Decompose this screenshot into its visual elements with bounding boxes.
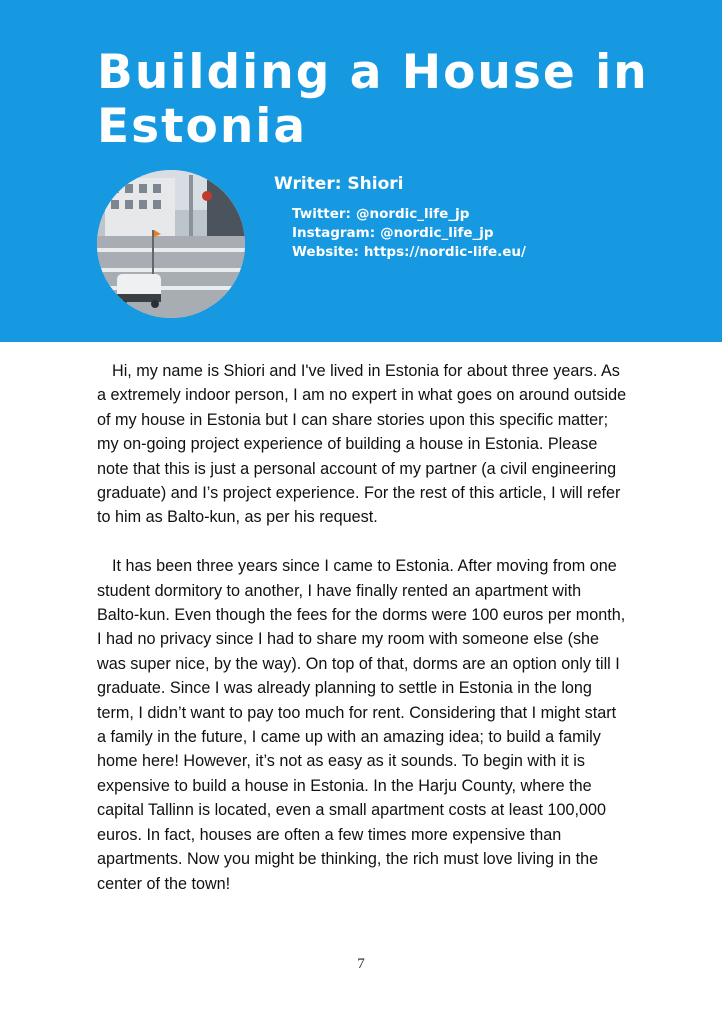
paragraph: Hi, my name is Shiori and I've lived in Estonia for about three years. As a extremely indoor person, I am no expert in what goes on around outside of my house in Estonia but I can share stories upon this specific matter; my on-going project experience of building a house in Estonia. Please note that this is just a personal account of my partner (a civil engineering graduate) and I’s project experience. For the rest of this article, I will refer to him as Balto-kun, as per his request.	[97, 362, 627, 527]
header-banner	[0, 0, 722, 342]
paragraph: It has been three years since I came to Estonia. After moving from one student dormitory to another, I have finally rented an apartment with Balto-kun. Even though the fees for the dorms were 100 euros per month, I had no privacy since I had to share my room with someone else (she was super nice, by the way). On top of that, dorms are an option only till I graduate. Since I was already planning to settle in Estonia in the long term, I didn’t want to pay too much for rent. Considering that I might start a family in the future, I came up with an amazing idea; to build a family home here! However, it’s not as easy as it sounds. To begin with it is expensive to build a house in Estonia. In the Harju County, where the capital Tallinn is located, even a small apartment costs at least 100,000 euros. In fact, houses are often a few times more expensive than apartments. Now you might be thinking, the rich must love living in the center of the town!	[97, 557, 626, 893]
author-photo	[97, 170, 245, 318]
article-title: Building a House in Estonia	[97, 45, 649, 154]
street-photo-icon	[97, 170, 245, 318]
article-body	[97, 359, 627, 896]
contact-twitter[interactable]: Twitter: @nordic_life_jp	[292, 206, 470, 222]
contact-website[interactable]: Website: https://nordic-life.eu/	[292, 244, 526, 260]
contact-instagram[interactable]: Instagram: @nordic_life_jp	[292, 225, 494, 241]
writer-name: Writer: Shiori	[274, 174, 404, 194]
page-number: 7	[357, 956, 365, 972]
contact-list	[292, 205, 526, 262]
